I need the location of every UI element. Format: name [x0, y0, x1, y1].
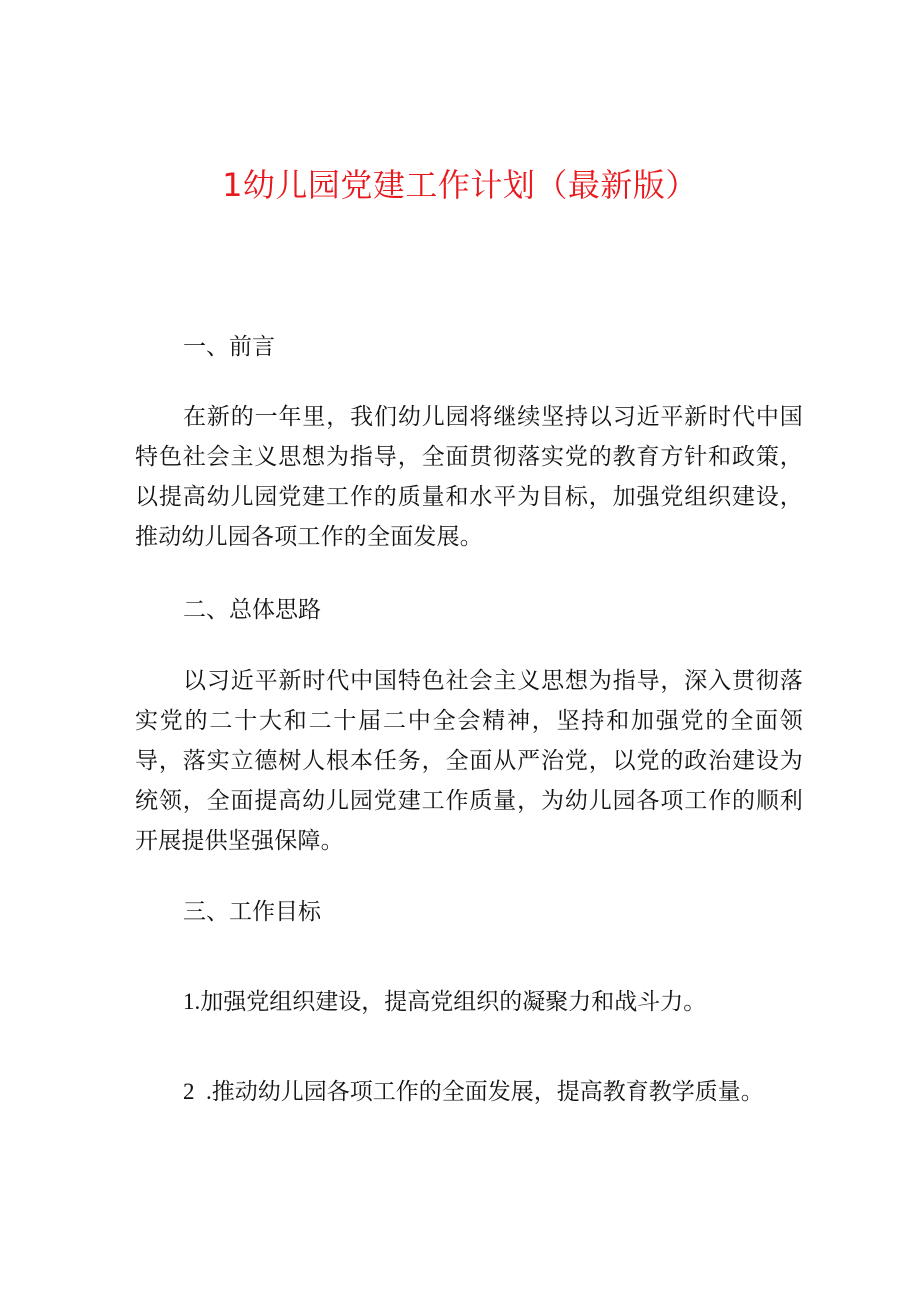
goal-item-number: 1.	[183, 989, 201, 1014]
goal-item-text: 加强党组织建设，提高党组织的凝聚力和战斗力。	[200, 989, 707, 1015]
paragraph-text: 在新的一年里，我们幼儿园将继续坚持以习近平新时代中国特色社会主义思想为指导，全面贯彻落实党的教育方针和政策，以提高幼儿园党建工作的质量和水平为目标，加强党组织建设，推动幼儿园各项工作的全面发展。	[135, 404, 803, 550]
section-heading-overall-approach: 二、总体思路	[183, 597, 321, 623]
section-heading-work-goals: 三、工作目标	[183, 899, 321, 925]
goal-item	[183, 1072, 764, 1112]
paragraph-text: 以习近平新时代中国特色社会主义思想为指导，深入贯彻落实党的二十大和二十届二中全会精神，坚持和加强党的全面领导，落实立德树人根本任务，全面从严治党，以党的政治建设为统领，全面提高幼儿园党建工作质量，为幼儿园各项工作的顺利开展提供坚强保障。	[135, 668, 803, 854]
goal-item-number: 2 .	[183, 1079, 212, 1104]
goal-item	[183, 982, 706, 1022]
section-heading-preface: 一、前言	[183, 334, 275, 360]
goal-item-text: 推动幼儿园各项工作的全面发展，提高教育教学质量。	[211, 1079, 764, 1105]
section-paragraph-preface	[135, 397, 803, 557]
document-title: 1幼儿园党建工作计划（最新版）	[222, 166, 698, 204]
section-paragraph-overall-approach	[135, 661, 803, 861]
